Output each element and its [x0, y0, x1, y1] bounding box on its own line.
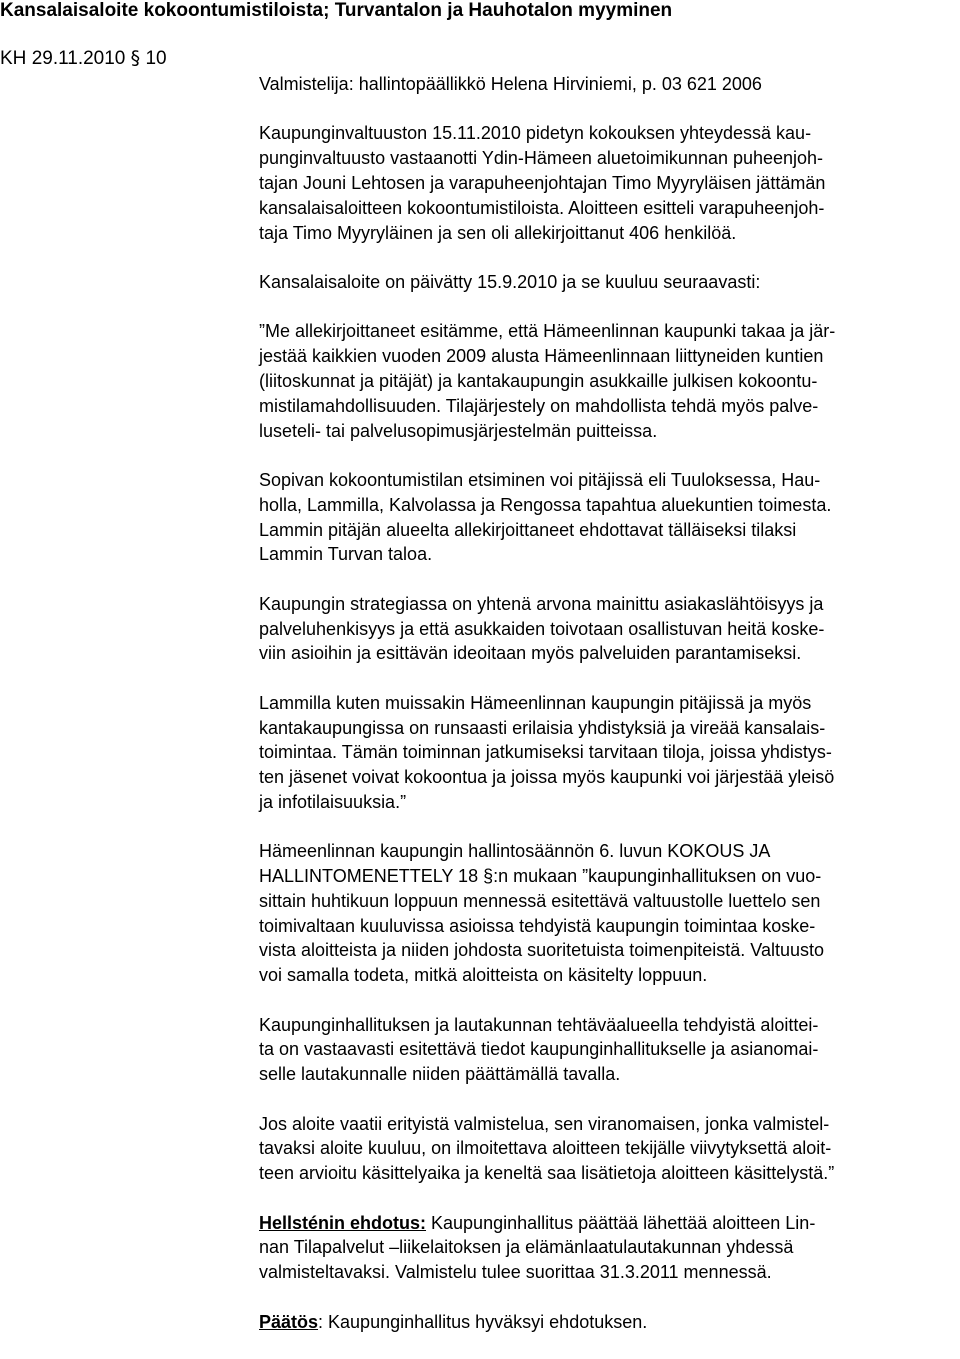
- paragraph-board-duties: Kaupunginhallituksen ja lautakunnan tehtäväalueella tehdyistä aloittei- ta on vastaavasti esitettävä tiedot kaupunginhallitukselle ja asianomai- selle lautakunnalle niiden päättämällä tavalla.: [259, 1014, 819, 1085]
- section-date: 29.11.2010: [31, 48, 126, 69]
- paragraph-administrative-rule: Hämeenlinnan kaupungin hallintosäännön 6. luvun KOKOUS JA HALLINTOMENETTELY 18 §:n mukaan ”kaupunginhallituksen on vuo- sittain huhtikuun loppuun mennessä esitettävä valtuustolle luettelo sen toimivaltaan kuuluvissa asioissa tehdyistä kaupungin toimintaa koske- vista aloitteista ja niiden johdosta suoritetuista toimenpiteistä. Valtuusto voi samalla todeta, mitkä aloitteista on käsitelty loppuun.: [259, 841, 824, 986]
- preparer-line: Valmistelija: hallintopäällikkö Helena Hirviniemi, p. 03 621 2006: [259, 74, 762, 94]
- section-mark: §: [130, 47, 141, 69]
- paragraph-quote-4: Lammilla kuten muissakin Hämeenlinnan kaupungin pitäjissä ja myös kantakaupungissa on runsaasti erilaisia yhdistyksiä ja vireää kansalais- toimintaa. Tämän toiminnan jatkumiseksi tarvitaan tiloja, joissa yhdistys- ten jäsenet voivat kokoontua ja joissa myös kaupunki voi järjestää yleisö ja infotilaisuuksia.”: [259, 692, 835, 812]
- section-body: KH: [0, 48, 27, 69]
- paragraph-initiative-received: Kaupunginvaltuuston 15.11.2010 pidetyn kokouksen yhteydessä kau- punginvaltuusto vastaanotti Ydin-Hämeen aluetoimikunnan puheenjoh- tajan Jouni Lehtosen ja varapuheenjohtajan Timo Myyryläisen jättämän kansalaisaloitteen kokoontumistiloista. Aloitteen esitteli varapuheenjoh- taja Timo Myyryläinen ja sen oli allekirjoittanut 406 henkilöä.: [259, 123, 826, 243]
- paragraph-quote-2: Sopivan kokoontumistilan etsiminen voi pitäjissä eli Tuuloksessa, Hau- holla, Lammilla, Kalvolassa ja Rengossa tapahtua aluekuntien toimesta. Lammin pitäjän alueelta allekirjoittaneet ehdottavat tälläiseksi tilaksi Lammin Turvan taloa.: [259, 469, 832, 565]
- proposal-label: Hellsténin ehdotus:: [259, 1212, 427, 1233]
- document-body: [259, 72, 949, 1359]
- paragraph-quote-3: Kaupungin strategiassa on yhtenä arvona mainittu asiakaslähtöisyys ja palveluhenkisyys ja että asukkaiden toivotaan osallistuvan heitä koske- viin asioihin ja esittävän ideoitaan myös palveluiden parantamiseksi.: [259, 593, 825, 664]
- document-title: Kansalaisaloite kokoontumistiloista; Turvantalon ja Hauhotalon myyminen: [0, 0, 673, 21]
- decision-paragraph: Päätös: Kaupunginhallitus hyväksyi ehdotuksen.: [259, 1311, 648, 1332]
- section-number: 10: [145, 48, 167, 69]
- paragraph-special-preparation: Jos aloite vaatii erityistä valmistelua, sen viranomaisen, jonka valmistel- tavaksi aloite kuuluu, on ilmoitettava aloitteen tekijälle viivytyksettä aloit- teen arvioitu käsittelyaika ja keneltä saa lisätietoja aloitteen käsittelystä.”: [259, 1113, 835, 1184]
- section-reference: [0, 47, 167, 70]
- decision-label: Päätös: [259, 1311, 319, 1332]
- paragraph-quote-1: ”Me allekirjoittaneet esitämme, että Hämeenlinnan kaupunki takaa ja jär- jestää kaikkien vuoden 2009 alusta Hämeenlinnaan liittyneiden kuntien (liitoskunnat ja pitäjät) ja kantakaupungin asukkaille julkisen kokoontu- mistilamahdollisuuden. Tilajärjestely on mahdollista tehdä myös palve- luseteli- tai palvelusopimusjärjestelmän puitteissa.: [259, 321, 836, 441]
- proposal-paragraph: Hellsténin ehdotus: Kaupunginhallitus päättää lähettää aloitteen Lin- nan Tilapalvelut –liikelaitoksen ja elämänlaatulautakunnan yhdessä valmisteltavaksi. Valmistelu tulee suorittaa 31.3.2011 mennessä.: [259, 1212, 816, 1283]
- paragraph-initiative-date: Kansalaisaloite on päivätty 15.9.2010 ja se kuuluu seuraavasti:: [259, 271, 761, 292]
